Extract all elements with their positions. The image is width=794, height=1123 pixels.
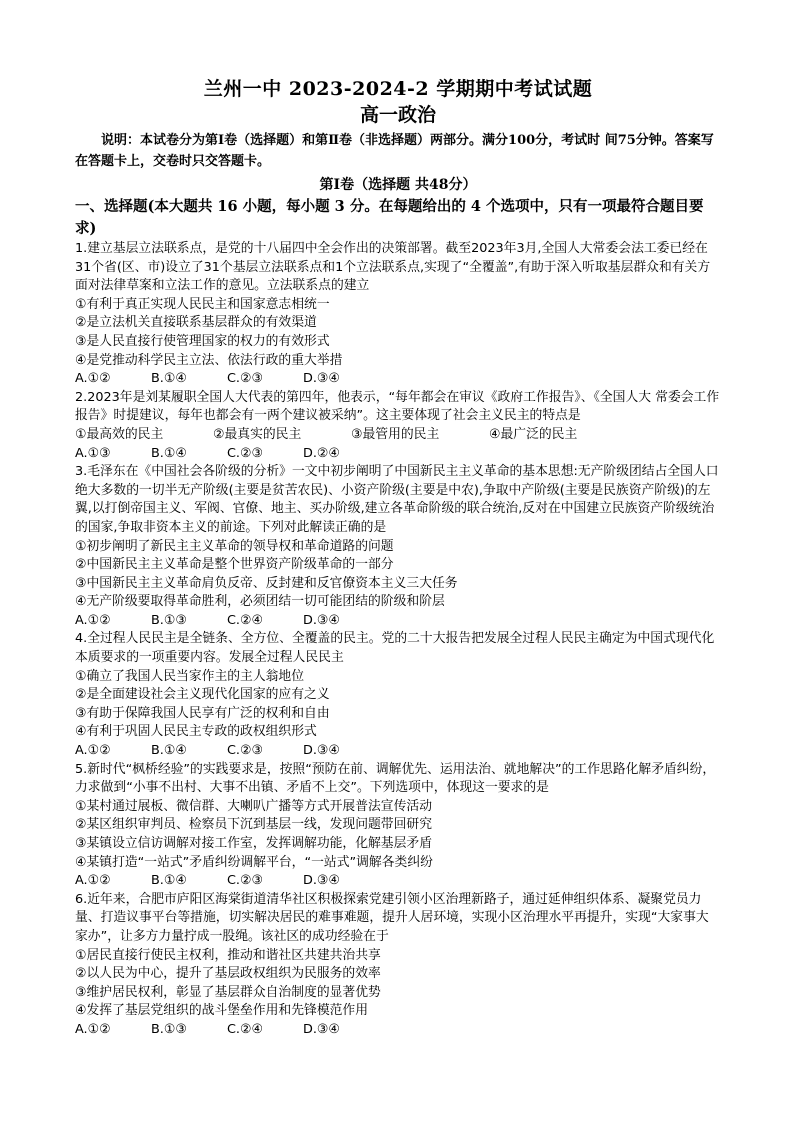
statement-option: ④最广泛的民主 xyxy=(489,426,578,442)
choice-d: D.③④ xyxy=(303,371,340,387)
statement-option: ④有利于巩固人民民主专政的政权组织形式 xyxy=(75,724,317,740)
choice-d: D.②④ xyxy=(303,445,340,461)
choice-b: B.①④ xyxy=(151,371,187,387)
statement-option: ③维护居民权利，彰显了基层群众自治制度的显著优势 xyxy=(75,984,381,1000)
exam-instructions: 说明：本试卷分为第Ⅰ卷（选择题）和第Ⅱ卷（非选择题）两部分。满分100分，考试时 间75分钟。答案写在答题卡上，交卷时只交答题卡。 xyxy=(75,133,714,169)
statement-option: ①确立了我国人民当家作主的主人翁地位 xyxy=(75,668,305,684)
choice-a: A.①② xyxy=(75,612,111,628)
statement-option: ①初步阐明了新民主主义革命的领导权和革命道路的问题 xyxy=(75,538,394,554)
question-stem: 4.全过程人民民主是全链条、全方位、全覆盖的民主。党的二十大报告把发展全过程人民民主确定为中国式现代化本质要求的一项重要内容。发展全过程人民民主 xyxy=(75,631,715,666)
choice-d: D.③④ xyxy=(303,743,340,759)
statement-option: ①某村通过展板、微信群、大喇叭广播等方式开展普法宣传活动 xyxy=(75,798,432,814)
statement-option: ①居民直接行使民主权利，推动和谐社区共建共治共享 xyxy=(75,947,381,963)
choice-b: B.①④ xyxy=(151,445,187,461)
choice-a: A.①③ xyxy=(75,445,111,461)
choice-b: B.①④ xyxy=(151,743,187,759)
question-2 xyxy=(75,389,721,463)
question-4 xyxy=(75,630,721,760)
choice-c: C.②③ xyxy=(227,873,263,889)
section-heading: 一、选择题(本大题共 16 小题，每小题 3 分。在每题给出的 4 个选项中，只有一项最符合题目要求) xyxy=(75,198,704,237)
question-3 xyxy=(75,463,721,630)
statement-option: ②最真实的民主 xyxy=(213,426,302,442)
choice-d: D.③④ xyxy=(303,612,340,628)
answer-choices xyxy=(75,370,721,389)
exam-title: 兰州一中 2023-2024-2 学期期中考试试题 xyxy=(203,78,593,100)
statement-option: ②以人民为中心，提升了基层政权组织为民服务的效率 xyxy=(75,966,381,982)
choice-c: C.②③ xyxy=(227,371,263,387)
statement-option: ④是党推动科学民主立法、依法行政的重大举措 xyxy=(75,352,343,368)
choice-b: B.①③ xyxy=(151,612,187,628)
choice-b: B.①④ xyxy=(151,873,187,889)
statement-option: ④发挥了基层党组织的战斗堡垒作用和先锋模范作用 xyxy=(75,1003,369,1019)
choice-d: D.③④ xyxy=(303,873,340,889)
statement-option: ①有利于真正实现人民民主和国家意志相统一 xyxy=(75,296,330,312)
question-stem: 2.2023年是刘某履职全国人大代表的第四年，他表示，“每年都会在审议《政府工作报告》、《全国人大 常委会工作报告》时提建议，每年也都会有一两个建议被采纳”。这主要体现了社会主义民主的特点是 xyxy=(75,389,720,424)
statement-option: ③是人民直接行使管理国家的权力的有效形式 xyxy=(75,333,330,349)
statement-option: ②是全面建设社会主义现代化国家的应有之义 xyxy=(75,687,330,703)
statement-option: ③中国新民主主义革命肩负反帝、反封建和反官僚资本主义三大任务 xyxy=(75,575,458,591)
choice-b: B.①③ xyxy=(151,1021,187,1037)
answer-choices xyxy=(75,742,721,761)
answer-choices xyxy=(75,612,721,631)
statement-option: ②是立法机关直接联系基层群众的有效渠道 xyxy=(75,315,317,331)
statement-option: ③某镇设立信访调解对接工作室，发挥调解功能，化解基层矛盾 xyxy=(75,836,432,851)
question-5 xyxy=(75,761,721,891)
exam-subject: 高一政治 xyxy=(359,104,436,126)
statement-options-row xyxy=(75,426,721,445)
answer-choices xyxy=(75,445,721,464)
choice-a: A.①② xyxy=(75,873,111,889)
choice-c: C.②③ xyxy=(227,445,263,461)
choice-a: A.①② xyxy=(75,371,111,387)
question-1 xyxy=(75,240,721,389)
question-stem: 6.近年来，合肥市庐阳区海棠街道清华社区积极探索党建引领小区治理新路子，通过延伸组织体系、凝聚党员力量、打造议事平台等措施，切实解决居民的难事难题，提升人居环境，实现小区治理水平再提升，实现“大家事大家办”，让多方力量拧成一股绳。该社区的成功经验在于 xyxy=(75,891,709,944)
question-stem: 5.新时代“枫桥经验”的实践要求是，按照“预防在前、调解优先、运用法治、就地解决”的工作思路化解矛盾纠纷，力求做到“小事不出村、大事不出镇、矛盾不上交”。下列选项中，体现这一要求的是 xyxy=(75,761,716,796)
answer-choices xyxy=(75,1021,721,1040)
statement-option: ①最高效的民主 xyxy=(75,426,164,442)
question-stem: 3.毛泽东在《中国社会各阶级的分析》一文中初步阐明了中国新民主主义革命的基本思想:无产阶级团结占全国人口绝大多数的一切半无产阶级(主要是贫苦农民)、小资产阶级(主要是中农),争取中产阶级(主要是民族资产阶级)的左翼,以打倒帝国主义、军阀、官僚、地主、买办阶级,建立各革命阶级的联合统治,反对在中国建立民族资产阶级统治的国家,争取非资本主义的前途。下列对此解读正确的是 xyxy=(75,464,719,535)
exam-page xyxy=(75,76,721,1040)
choice-c: C.②④ xyxy=(227,612,263,628)
choice-c: C.②③ xyxy=(227,743,263,759)
question-stem: 1.建立基层立法联系点，是党的十八届四中全会作出的决策部署。截至2023年3月,全国人大常委会法工委已经在31个省(区、市)设立了31个基层立法联系点和1个立法联系点,实现了“全覆盖”,有助于深入听取基层群众和有关方面对法律草案和立法工作的意见。立法联系点的建立 xyxy=(75,241,711,294)
part-heading: 第Ⅰ卷（选择题 共48分） xyxy=(319,177,477,193)
choice-a: A.①② xyxy=(75,743,111,759)
statement-option: ③最管用的民主 xyxy=(351,426,440,442)
statement-option: ④某镇打造“一站式”矛盾纠纷调解平台，“一站式”调解各类纠纷 xyxy=(75,854,433,870)
choice-a: A.①② xyxy=(75,1021,111,1037)
answer-choices xyxy=(75,872,721,891)
statement-option: ②中国新民主主义革命是整个世界资产阶级革命的一部分 xyxy=(75,557,394,573)
statement-option: ②某区组织审判员、检察员下沉到基层一线，发现问题带回研究 xyxy=(75,817,432,833)
statement-option: ④无产阶级要取得革命胜利，必须团结一切可能团结的阶级和阶层 xyxy=(75,594,445,610)
question-6 xyxy=(75,891,721,1040)
statement-option: ③有助于保障我国人民享有广泛的权利和自由 xyxy=(75,705,330,721)
choice-c: C.②④ xyxy=(227,1021,263,1037)
choice-d: D.③④ xyxy=(303,1021,340,1037)
